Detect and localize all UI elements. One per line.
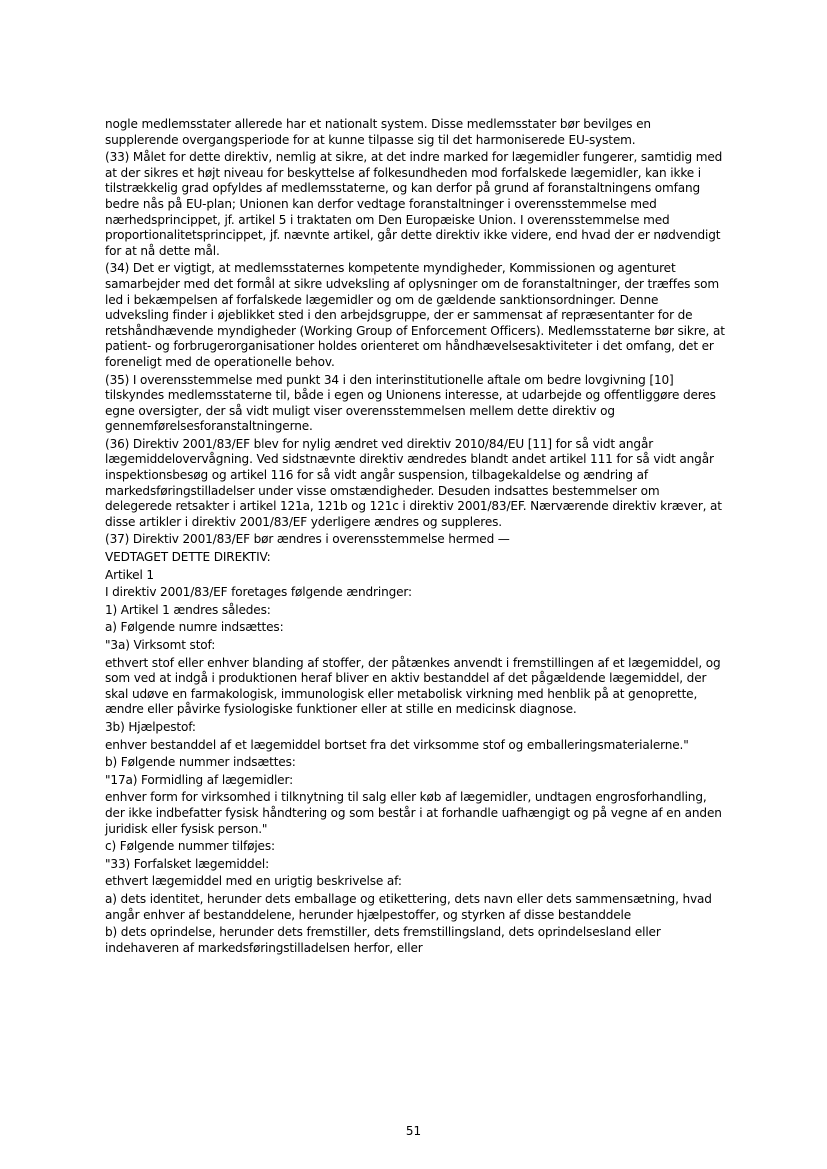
paragraph: nogle medlemsstater allerede har et nationalt system. Disse medlemsstater bør bevilges en supplerende overgangsperiode for at kunne tilpasse sig til det harmoniserede EU-system. bbox=[105, 117, 651, 147]
paragraph: ethvert lægemiddel med en urigtig beskrivelse af: bbox=[105, 874, 402, 889]
paragraph: (36) Direktiv 2001/83/EF blev for nylig ændret ved direktiv 2010/84/EU [11] for så vidt angår lægemiddelovervågning. Ved sidstnævnte direktiv ændredes blandt andet artikel 111 for så vidt angår inspektionsbesøg og artikel 116 for så vidt angår suspension, tilbagekaldelse og ændring af markedsføringstilladelser under visse omstændigheder. Desuden indsattes bestemmelser om delegerede retsakter i artikel 121a, 121b og 121c i direktiv 2001/83/EF. Nærværende direktiv kræver, at disse artikler i direktiv 2001/83/EF yderligere ændres og suppleres. bbox=[105, 436, 722, 529]
paragraph: (34) Det er vigtigt, at medlemsstaternes kompetente myndigheder, Kommissionen og agenturet samarbejder med det formål at sikre udveksling af oplysninger om de foranstaltninger, der træffes som led i bekæmpelsen af forfalskede lægemidler og om de gældende sanktionsordninger. Denne udveksling finder i øjeblikket sted i den arbejdsgruppe, der er sammensat af repræsentanter for de retshåndhævende myndigheder (Working Group of Enforcement Officers). Medlemsstaterne bør sikre, at patient- og forbrugerorganisationer holdes orienteret om håndhævelsesaktiviteter i det omfang, det er foreneligt med de operationelle behov. bbox=[105, 261, 725, 369]
paragraph: 1) Artikel 1 ændres således: bbox=[105, 602, 271, 617]
paragraph: a) dets identitet, herunder dets emballage og etikettering, dets navn eller dets sammensætning, hvad angår enhver af bestanddelene, herunder hjælpestoffer, og styrken af disse bestanddele bbox=[105, 891, 712, 922]
paragraph: 3b) Hjælpestof: bbox=[105, 719, 196, 734]
paragraph: VEDTAGET DETTE DIREKTIV: bbox=[105, 550, 271, 565]
paragraph: ethvert stof eller enhver blanding af stoffer, der påtænkes anvendt i fremstillingen af et lægemiddel, og som ved at indgå i produktionen heraf bliver en aktiv bestanddel af det pågældende lægemiddel, der skal udøve en farmakologisk, immunologisk eller metabolisk virkning med henblik på at genoprette, ændre eller påvirke fysiologiske funktioner eller at stille en medicinsk diagnose. bbox=[105, 655, 721, 717]
paragraph: I direktiv 2001/83/EF foretages følgende ændringer: bbox=[105, 585, 412, 600]
paragraph: (35) I overensstemmelse med punkt 34 i den interinstitutionelle aftale om bedre lovgivning [10] tilskyndes medlemsstaterne til, både i egen og Unionens interesse, at udarbejde og offentliggøre deres egne oversigter, der så vidt muligt viser overensstemmelsen mellem dette direktiv og gennemførelsesforanstaltningerne. bbox=[105, 372, 716, 434]
paragraph: "17a) Formidling af lægemidler: bbox=[105, 772, 293, 787]
article-heading: Artikel 1 bbox=[105, 567, 154, 582]
paragraph: (33) Målet for dette direktiv, nemlig at sikre, at det indre marked for lægemidler fungerer, samtidig med at der sikres et højt niveau for beskyttelse af folkesundheden mod forfalskede lægemidler, kan ikke i tilstrækkelig grad opfyldes af medlemsstaterne, og kan derfor på grund af foranstaltningens omfang bedre nås på EU-plan; Unionen kan derfor vedtage foranstaltninger i overensstemmelse med nærhedsprincippet, jf. artikel 5 i traktaten om Den Europæiske Union. I overensstemmelse med proportionalitetsprincippet, jf. nævnte artikel, går dette direktiv ikke videre, end hvad der er nødvendigt for at nå dette mål. bbox=[105, 150, 723, 258]
body-text bbox=[105, 117, 725, 958]
paragraph: (37) Direktiv 2001/83/EF bør ændres i overensstemmelse hermed — bbox=[105, 532, 510, 547]
page-number: 51 bbox=[405, 1124, 422, 1138]
paragraph: a) Følgende numre indsættes: bbox=[105, 620, 284, 635]
paragraph: c) Følgende nummer tilføjes: bbox=[105, 839, 275, 854]
paragraph: enhver bestanddel af et lægemiddel bortset fra det virksomme stof og emballeringsmaterialerne." bbox=[105, 737, 689, 752]
paragraph: "3a) Virksomt stof: bbox=[105, 638, 216, 652]
paragraph: enhver form for virksomhed i tilknytning til salg eller køb af lægemidler, undtagen engrosforhandling, der ikke indbefatter fysisk håndtering og som består i at forhandle uafhængigt og på vegne af en anden juridisk eller fysisk person." bbox=[105, 790, 722, 836]
paragraph: b) dets oprindelse, herunder dets fremstiller, dets fremstillingsland, dets oprindelsesland eller indehaveren af markedsføringstilladelsen herfor, eller bbox=[105, 925, 661, 955]
paragraph: "33) Forfalsket lægemiddel: bbox=[105, 856, 270, 871]
paragraph: b) Følgende nummer indsættes: bbox=[105, 755, 296, 770]
